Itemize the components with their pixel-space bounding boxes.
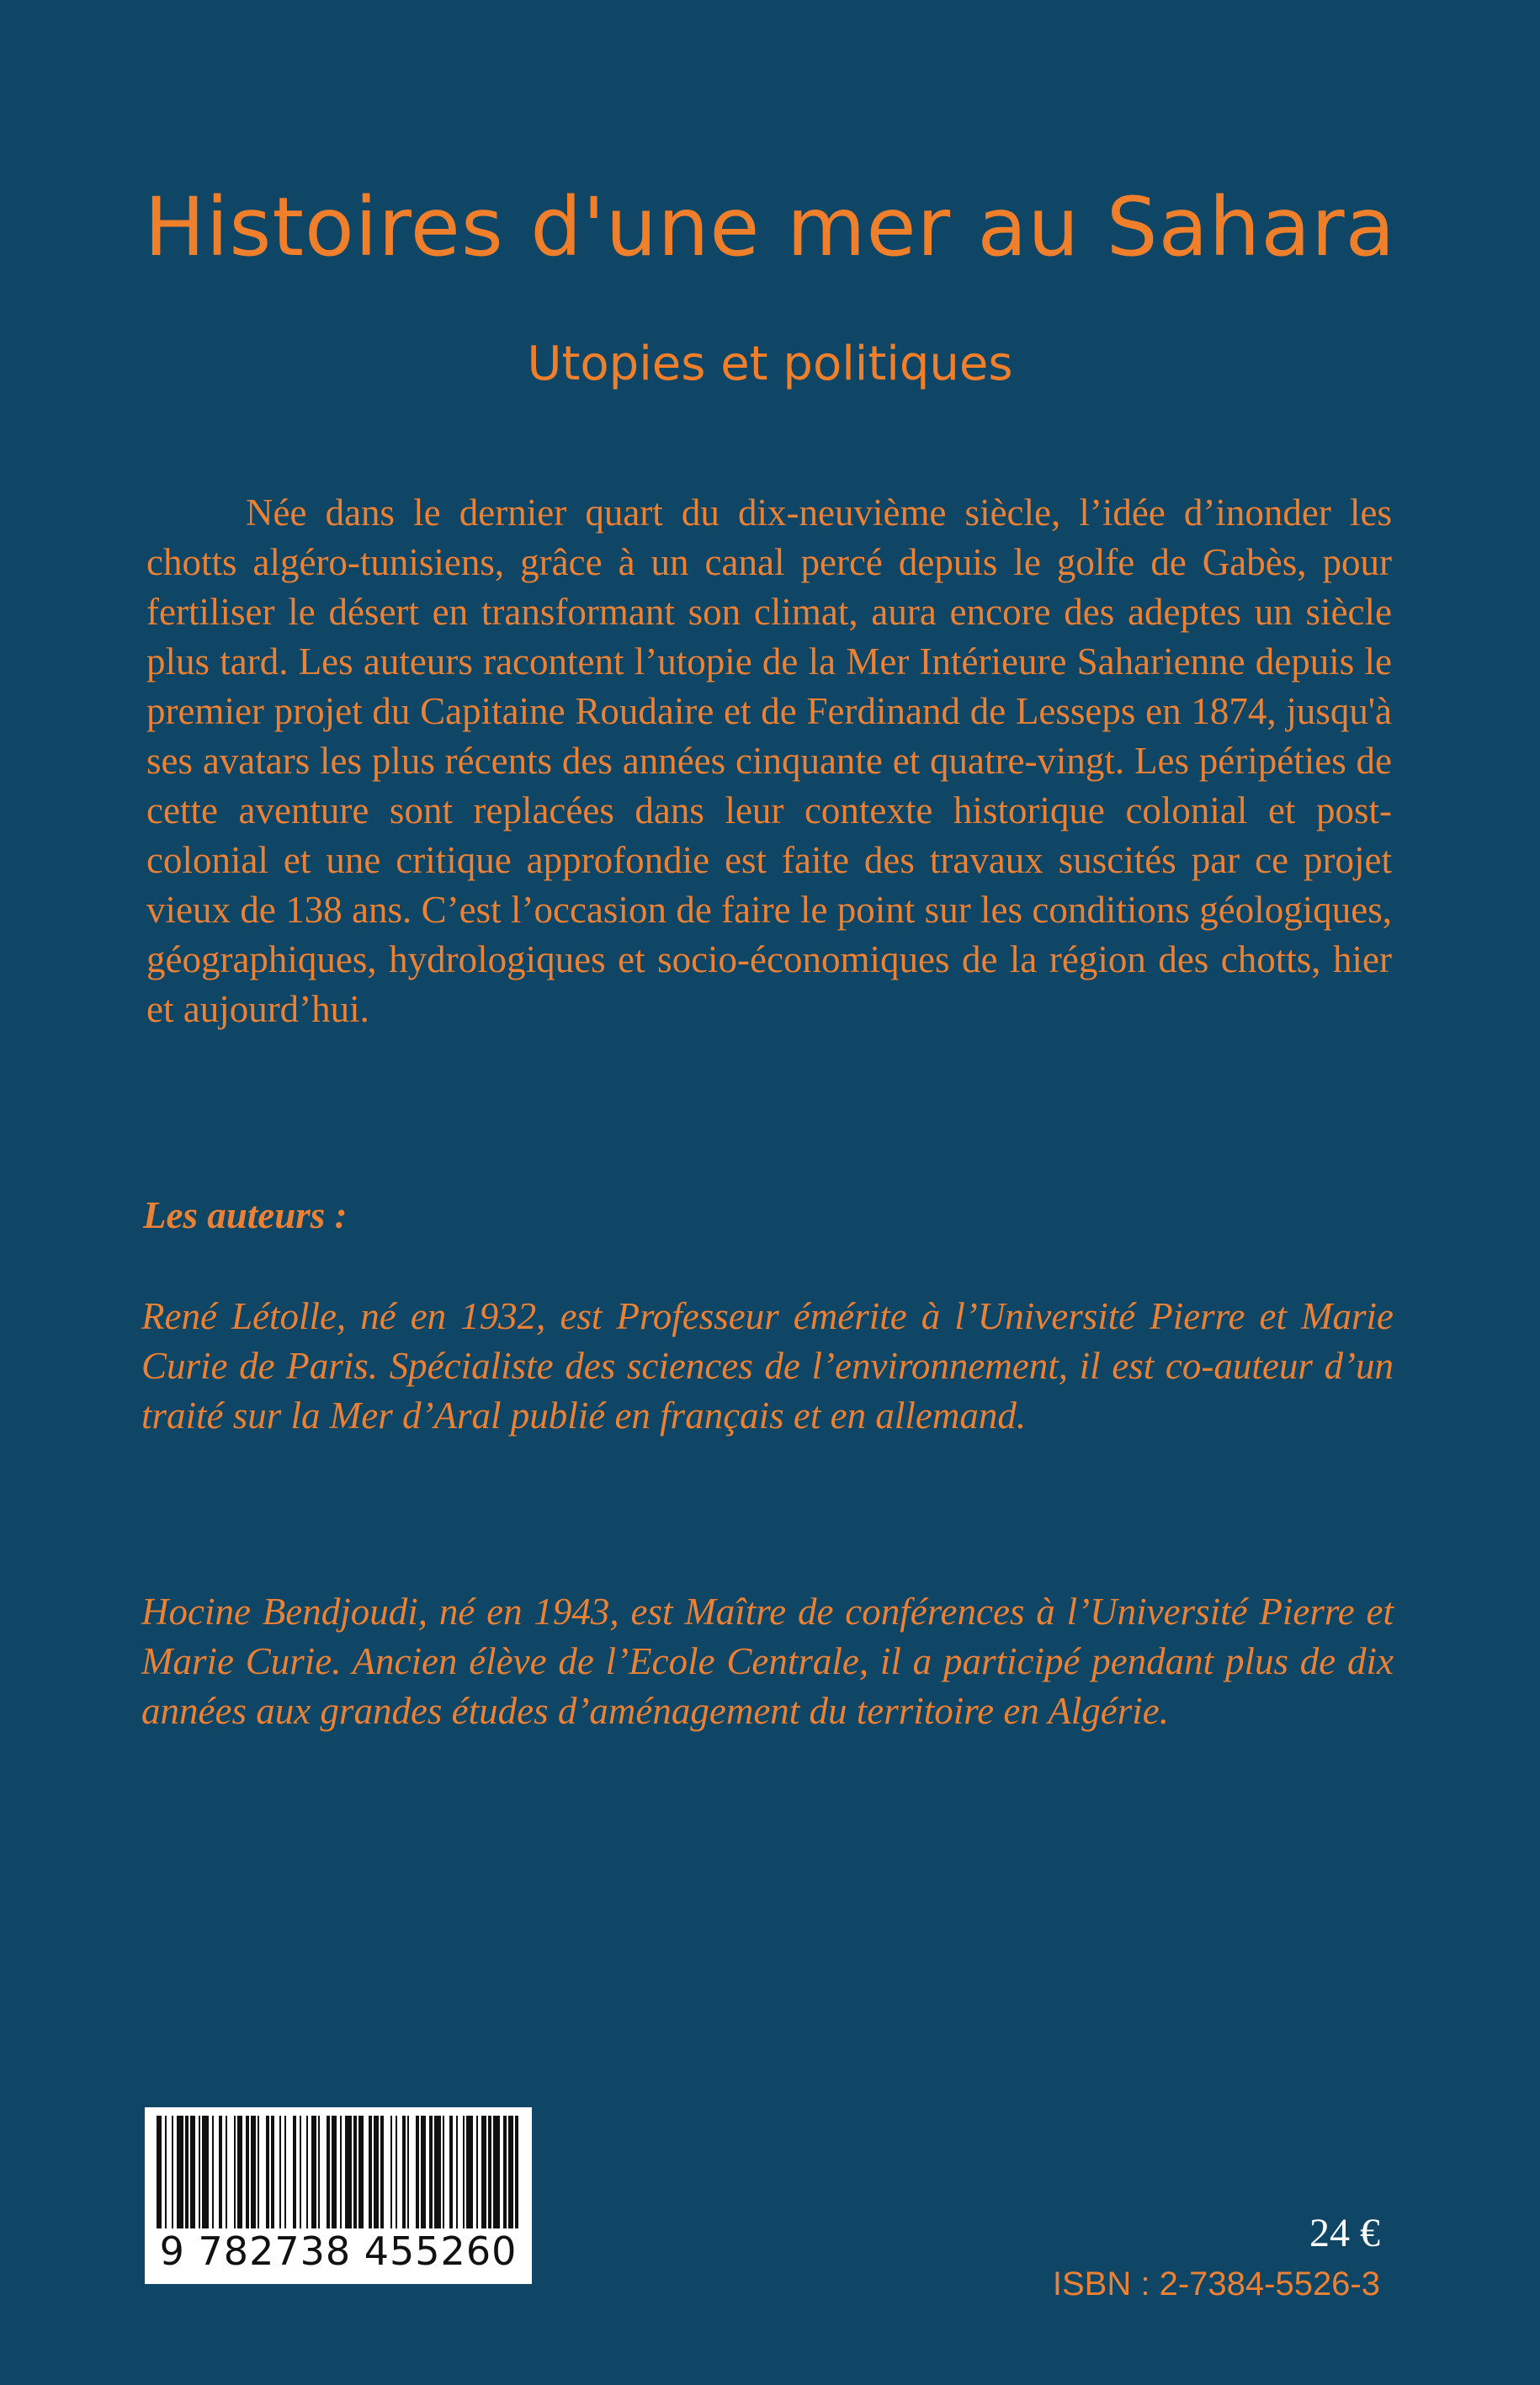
barcode-bar bbox=[311, 2116, 316, 2228]
book-title: Histoires d'une mer au Sahara bbox=[144, 180, 1396, 274]
barcode-bar bbox=[456, 2116, 458, 2228]
barcode-bar bbox=[390, 2116, 392, 2228]
barcode-bar bbox=[165, 2116, 167, 2228]
barcode-bar bbox=[202, 2116, 209, 2228]
barcode-bar bbox=[421, 2116, 426, 2228]
barcode-bar bbox=[177, 2116, 183, 2228]
barcode-bar bbox=[226, 2116, 227, 2228]
isbn: ISBN : 2-7384-5526-3 bbox=[1052, 2265, 1380, 2303]
barcode-bar bbox=[449, 2116, 453, 2228]
barcode-bar bbox=[407, 2116, 409, 2228]
barcode-bar bbox=[429, 2116, 433, 2228]
author-bio-letolle: René Létolle, né en 1932, est Professeur émérite à l’Université Pierre et Marie Curie de Paris. Spécialiste des sciences de l’environnement, il est co-auteur d’un traité sur la Mer d’Aral publié en français et en allemand. bbox=[141, 1295, 1394, 1437]
barcode-bar bbox=[185, 2116, 189, 2228]
barcode-bar bbox=[508, 2116, 513, 2228]
barcode-bar bbox=[476, 2116, 478, 2228]
barcode-bar bbox=[306, 2116, 308, 2228]
authors-heading: Les auteurs : bbox=[143, 1194, 348, 1236]
barcode-bar bbox=[358, 2116, 364, 2228]
barcode-bar bbox=[374, 2116, 379, 2228]
book-blurb: Née dans le dernier quart du dix-neuvième siècle, l’idée d’inonder les chotts algéro-tunisiens, grâce à un canal percé depuis le golfe de Gabès, pour fertiliser le désert en transformant son climat, aura encore des adeptes un siècle plus tard. Les auteurs racontent l’utopie de la Mer Intérieure Saharienne depuis le premier projet du Capitaine Roudaire et de Ferdinand de Lesseps en 1874, jusqu'à ses avatars les plus récents des années cinquante et quatre-vingt. Les péripéties de cette aventure sont replacées dans leur contexte historique colonial et post-colonial et une critique approfondie est faite des travaux suscités par ce projet vieux de 138 ans. C’est l’occasion de faire le point sur les conditions géologiques, géographiques, hydrologiques et socio-économiques de la région des chotts, hier et aujourd’hui. bbox=[146, 491, 1392, 1030]
barcode-bar bbox=[157, 2116, 162, 2228]
barcode-bar bbox=[380, 2116, 384, 2228]
barcode-bar bbox=[493, 2116, 500, 2228]
barcode-bar bbox=[463, 2116, 465, 2228]
barcode-bar bbox=[300, 2116, 301, 2228]
barcode-bar bbox=[332, 2116, 337, 2228]
barcode-bar bbox=[443, 2116, 444, 2228]
barcode-bar bbox=[396, 2116, 397, 2228]
barcode-bar bbox=[481, 2116, 486, 2228]
barcode-bar bbox=[212, 2116, 214, 2228]
barcode-bar bbox=[416, 2116, 419, 2228]
barcode-bar bbox=[199, 2116, 200, 2228]
barcode-bar bbox=[190, 2116, 195, 2228]
barcode-bar bbox=[246, 2116, 249, 2228]
book-subtitle: Utopies et politiques bbox=[527, 337, 1013, 391]
barcode-bar bbox=[219, 2116, 222, 2228]
barcode-bar bbox=[466, 2116, 473, 2228]
barcode-bar bbox=[515, 2116, 518, 2228]
barcode-bar bbox=[340, 2116, 342, 2228]
barcode-bar bbox=[345, 2116, 352, 2228]
barcode-bar bbox=[251, 2116, 256, 2228]
barcode-bar bbox=[353, 2116, 357, 2228]
barcode-bar bbox=[279, 2116, 281, 2228]
barcode-bar bbox=[258, 2116, 259, 2228]
barcode-bar bbox=[402, 2116, 406, 2228]
barcode-bar bbox=[172, 2116, 173, 2228]
barcode-bar bbox=[284, 2116, 286, 2228]
barcode-bar bbox=[488, 2116, 491, 2228]
barcode-digits: 9 782738 455260 bbox=[159, 2228, 518, 2274]
barcode-bar bbox=[237, 2116, 242, 2228]
barcode-bar bbox=[318, 2116, 320, 2228]
author-bio-bendjoudi: Hocine Bendjoudi, né en 1943, est Maître de conférences à l’Université Pierre et Marie Curie. Ancien élève de l’Ecole Centrale, il a participé pendant plus de dix années aux grandes études d’aménagement du territoire en Algérie. bbox=[141, 1591, 1394, 1732]
barcode-bar bbox=[271, 2116, 274, 2228]
price: 24 € bbox=[1309, 2211, 1380, 2255]
barcode-bar bbox=[434, 2116, 441, 2228]
barcode-bar bbox=[503, 2116, 507, 2228]
barcode-bar bbox=[327, 2116, 330, 2228]
barcode bbox=[145, 2107, 532, 2284]
barcode-bars bbox=[153, 2116, 523, 2228]
barcode-bar bbox=[369, 2116, 372, 2228]
barcode-bar bbox=[293, 2116, 296, 2228]
barcode-bar bbox=[234, 2116, 236, 2228]
barcode-bar bbox=[266, 2116, 269, 2228]
